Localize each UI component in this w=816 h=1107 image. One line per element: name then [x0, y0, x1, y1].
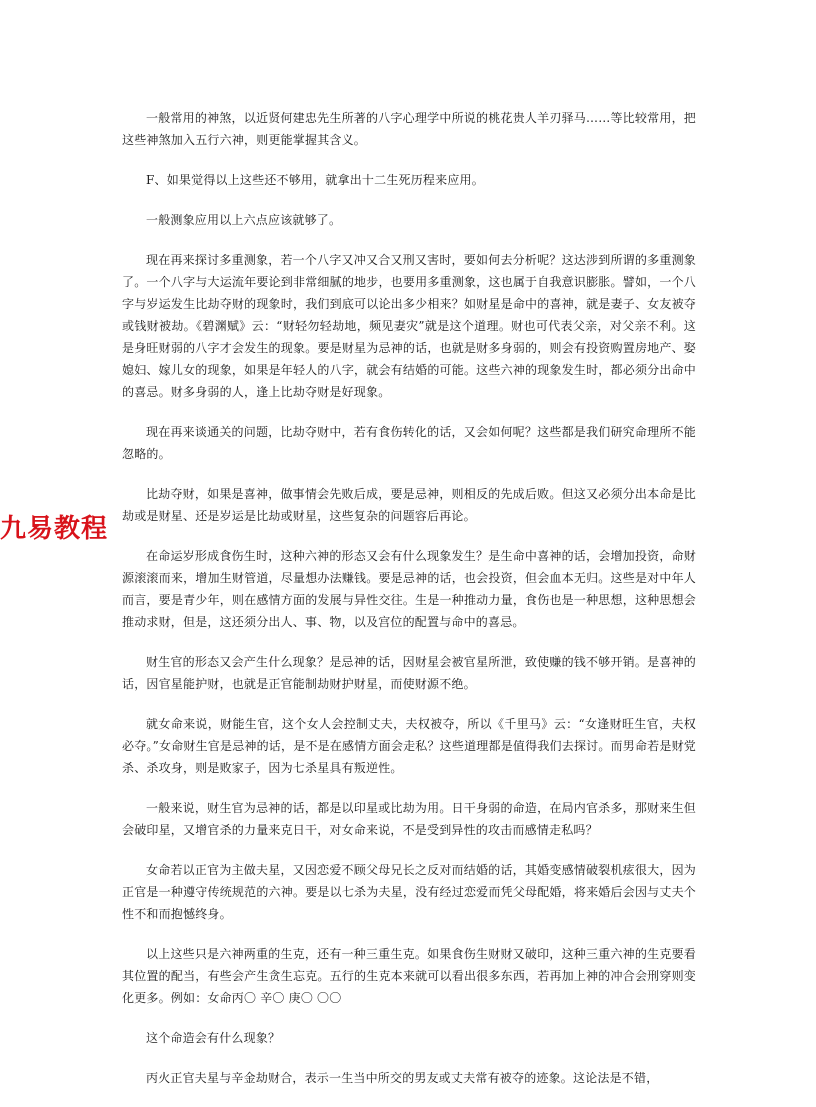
- paragraph: 丙火正官夫星与辛金劫财合，表示一生当中所交的男友或丈夫常有被夺的迹象。这论法是不错，: [146, 1071, 659, 1085]
- paragraph: 一般来说，财生官为忌神的话，都是以印星或比劫为用。日干身弱的命造，在局内官杀多，那财来生但会破印星，又增官杀的力量来克日干，对女命来说，不是受到异性的攻击而感情走私吗？: [122, 801, 696, 837]
- paragraph: 女命若以正官为主做夫星，又因恋爱不顾父母兄长之反对而结婚的话，其婚变感情破裂机痃很大，因为正官是一种遵守传统规范的六神。要是以七杀为夫星，没有经过恋爱而凭父母配婚，将来婚后会因与丈夫个性不和而抱憾终身。: [122, 863, 696, 921]
- paragraph: 现在再来谈通关的问题，比劫夺财中，若有食伤转化的话，又会如何呢？这些都是我们研究命理所不能忽略的。: [122, 425, 696, 461]
- paragraph: 一般测象应用以上六点应该就够了。: [146, 213, 342, 227]
- paragraph: 这个命造会有什么现象？: [146, 1031, 281, 1045]
- paragraph: F、如果觉得以上这些还不够用，就拿出十二生死历程来应用。: [146, 173, 484, 187]
- paragraph: 一般常用的神煞，以近贤何建忠先生所著的八字心理学中所说的桃花贵人羊刃驿马……等比较常用，把这些神煞加入五行六神，则更能掌握其含义。: [122, 111, 696, 147]
- paragraph: 在命运岁形成食伤生时，这种六神的形态又会有什么现象发生？是生命中喜神的话，会增加投资，命财源滚滚而来，增加生财管道，尽量想办法赚钱。要是忌神的话，也会投资，但会血本无归。这些是对中年人而言，要是青少年，则在感情方面的发展与异性交往。生是一种推动力量，食伤也是一种思想，这种思想会推动求财，但是，这还须分出人、事、物，以及宫位的配置与命中的喜忌。: [122, 549, 696, 629]
- paragraph: 现在再来探讨多重测象，若一个八字又冲又合又刑又害时，要如何去分析呢？这达涉到所谓的多重测象了。一个八字与大运流年要论到非常细腻的地步，也要用多重测象，这也属于自我意识膨胀。譬如，一个八字与岁运发生比劫夺财的现象时，我们到底可以论出多少相来？如财星是命中的喜神，就是妻子、女友被夺或钱财被劫。《碧渊赋》云：“财轻勿轻劫地，频见妻灾”就是这个道理。财也可代表父亲，对父亲不利。这是身旺财弱的八字才会发生的现象。要是财星为忌神的话，也就是财多身弱的，则会有投资购置房地产、娶媳妇、嫁儿女的现象，如果是年轻人的八字，就会有结婚的可能。这些六神的现象发生时，都必须分出命中的喜忌。财多身弱的人，逢上比劫夺财是好现象。: [122, 253, 696, 399]
- paragraph: 比劫夺财，如果是喜神，做事情会先败后成，要是忌神，则相反的先成后败。但这又必须分出本命是比劫或是财星、还是岁运是比劫或财星，这些复杂的问题容后再论。: [122, 487, 696, 523]
- paragraph: 财生官的形态又会产生什么现象？是忌神的话，因财星会被官星所泄，致使赚的钱不够开销。是喜神的话，因官星能护财，也就是正官能制劫财护财星，而使财源不绝。: [122, 655, 696, 691]
- document-body: [122, 107, 696, 1107]
- watermark-logo: 九易教程: [0, 514, 109, 544]
- paragraph: 就女命来说，财能生官，这个女人会控制丈夫，夫权被夺，所以《千里马》云：“女逢财旺生官，夫权必夺。”女命财生官是忌神的话，是不是在感情方面会走私？这些道理都是值得我们去探讨。而男命若是财党杀、杀攻身，则是败家子，因为七杀星具有叛逆性。: [122, 717, 696, 775]
- paragraph: 以上这些只是六神两重的生克，还有一种三重生克。如果食伤生财财又破印，这种三重六神的生克要看其位置的配当，有些会产生贪生忘克。五行的生克本来就可以看出很多东西，若再加上神的冲合会刑穿则变化更多。例如：女命丙〇 辛〇 庚〇 〇〇: [122, 947, 696, 1005]
